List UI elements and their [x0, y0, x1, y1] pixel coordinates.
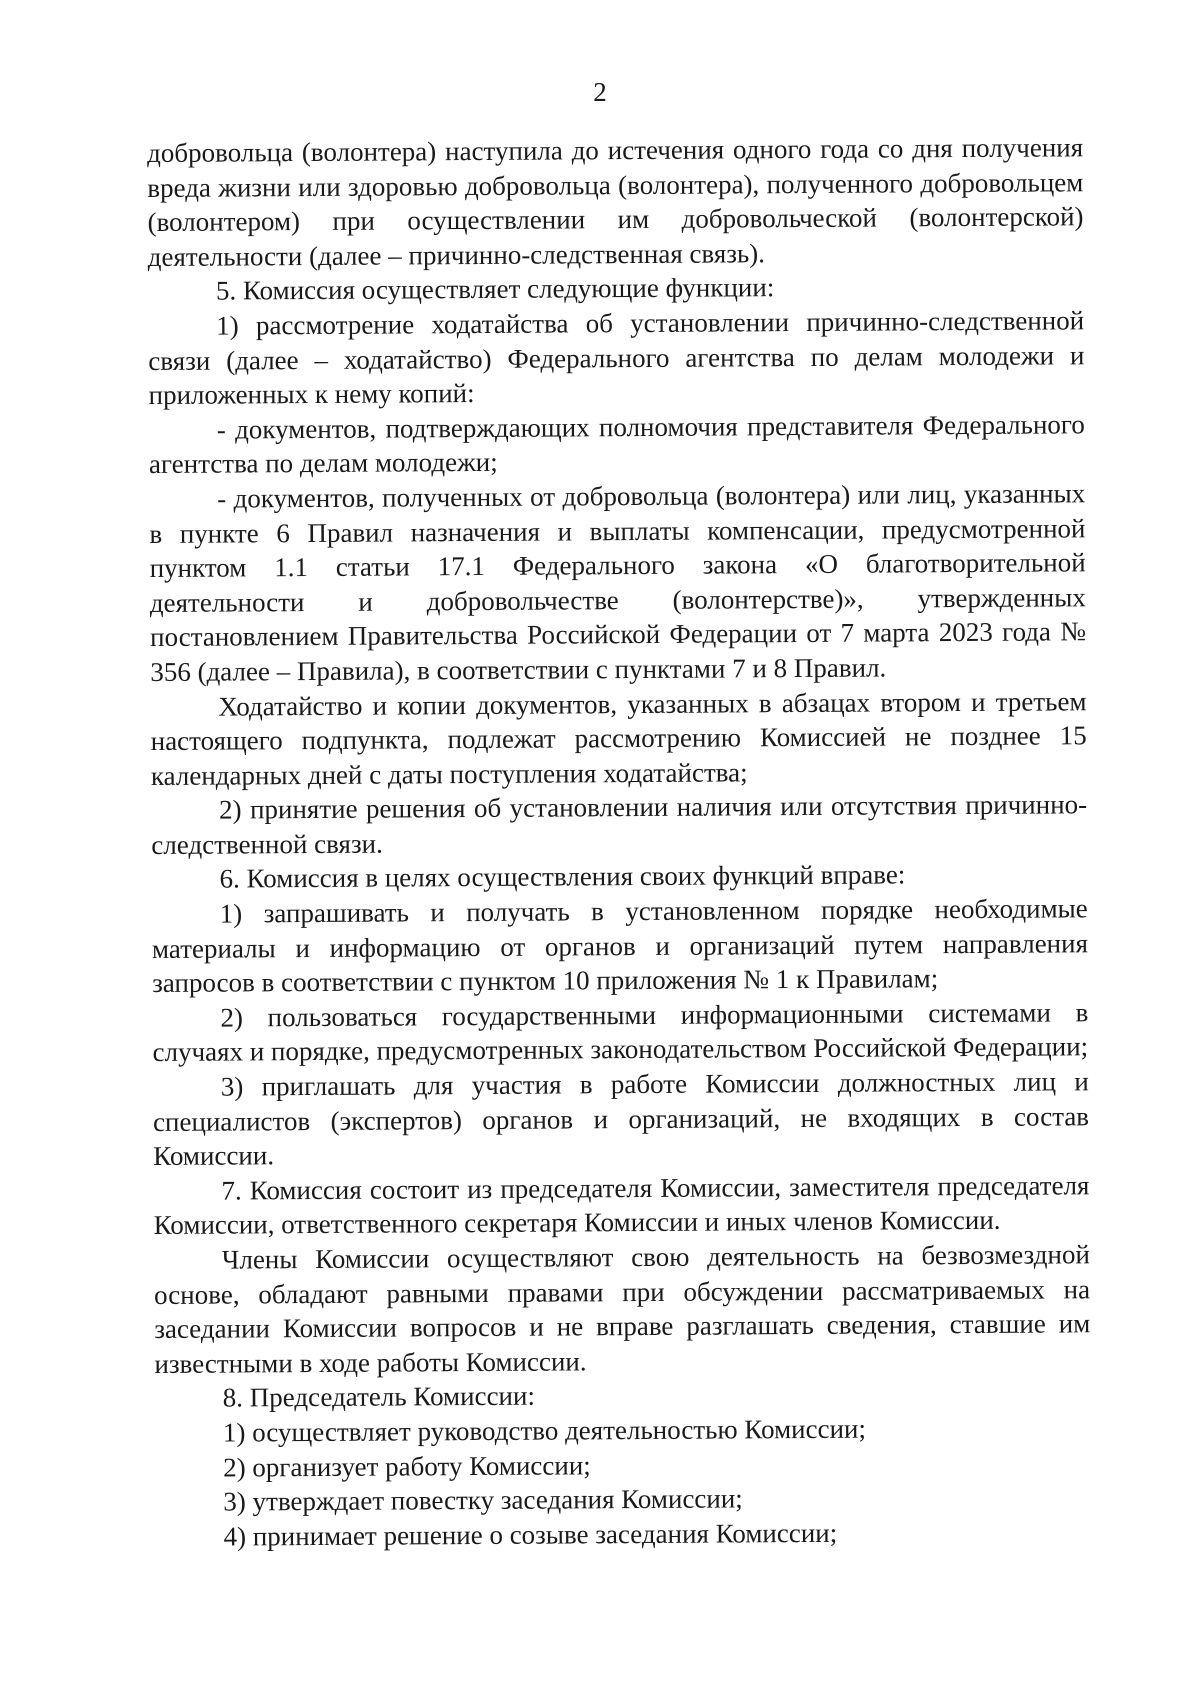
- paragraph-item-6-3: 3) приглашать для участия в работе Комиссии должностных лиц и специалистов (экспертов) органов и организаций, не входящих в состав Комиссии.: [152, 1066, 1090, 1172]
- paragraph-item-8-2: 2) организует работу Комиссии;: [223, 1449, 591, 1483]
- paragraph-item-8-3: 3) утверждает повестку заседания Комиссии;: [223, 1483, 743, 1517]
- paragraph-item-8: 8. Председатель Комиссии:: [222, 1381, 535, 1413]
- paragraph-petition-review: Ходатайство и копии документов, указанных в абзацах втором и третьем настоящего подпункта, подлежат рассмотрению Комиссией не позднее 15 календарных дней с даты поступления ходатайства;: [150, 685, 1087, 791]
- paragraph-item-8-1: 1) осуществляет руководство деятельностью Комиссии;: [222, 1413, 867, 1448]
- paragraph-item-7: 7. Комиссия состоит из председателя Комиссии, заместителя председателя Комиссии, ответственного секретаря Комиссии и иных членов Комиссии.: [153, 1170, 1090, 1241]
- paragraph-members: Члены Комиссии осуществляют свою деятельность на безвозмездной основе, обладают равными правами при обсуждении рассматриваемых на заседании Комиссии вопросов и не вправе разглашать сведения, ставшие им известными в ходе работы Комиссии.: [153, 1239, 1091, 1379]
- paragraph-item-6: 6. Комиссия в целях осуществления своих функций вправе:: [219, 859, 906, 895]
- paragraph-item-6-1: 1) запрашивать и получать в установленном порядке необходимые материалы и информацию от органов и организаций путем направления запросов в соответствии с пунктом 10 приложения № 1 к Правилам;: [151, 893, 1089, 999]
- paragraph-dash-documents-authority: - документов, подтверждающих полномочия представителя Федерального агентства по делам молодежи;: [148, 409, 1085, 480]
- page-number: 2: [593, 77, 607, 107]
- document-body: [147, 130, 1092, 1554]
- paragraph-item-6-2: 2) пользоваться государственными информационными системами в случаях и порядке, предусмотренных законодательством Российской Федерации;: [152, 997, 1089, 1068]
- paragraph-item-5: 5. Комиссия осуществляет следующие функции:: [215, 272, 775, 306]
- paragraph-item-8-4: 4) принимает решение о созыве заседания Комиссии;: [223, 1517, 838, 1552]
- paragraph-item-5-1: 1) рассмотрение ходатайства об установлении причинно-следственной связи (далее – ходатайство) Федерального агентства по делам молодежи и приложенных к нему копий:: [148, 305, 1085, 411]
- paragraph-dash-documents-volunteer: - документов, полученных от добровольца (волонтера) или лиц, указанных в пункте 6 Правил назначения и выплаты компенсации, предусмотренной пунктом 1.1 статьи 17.1 Федерального закона «О благотворительной деятельности и добровольчестве (волонтерстве)», утвержденных постановлением Правительства Российской Федерации от 7 марта 2023 года № 356 (далее – Правила), в соответствии с пунктами 7 и 8 Правил.: [149, 478, 1087, 687]
- paragraph-continuation: добровольца (волонтера) наступила до истечения одного года со дня получения вреда жизни или здоровью добровольца (волонтера), полученного добровольцем (волонтером) при осуществлении им добровольческой (волонтерской) деятельности (далее – причинно-следственная связь).: [147, 132, 1084, 272]
- paragraph-item-5-2: 2) принятие решения об установлении наличия или отсутствия причинно-следственной связи.: [151, 789, 1088, 860]
